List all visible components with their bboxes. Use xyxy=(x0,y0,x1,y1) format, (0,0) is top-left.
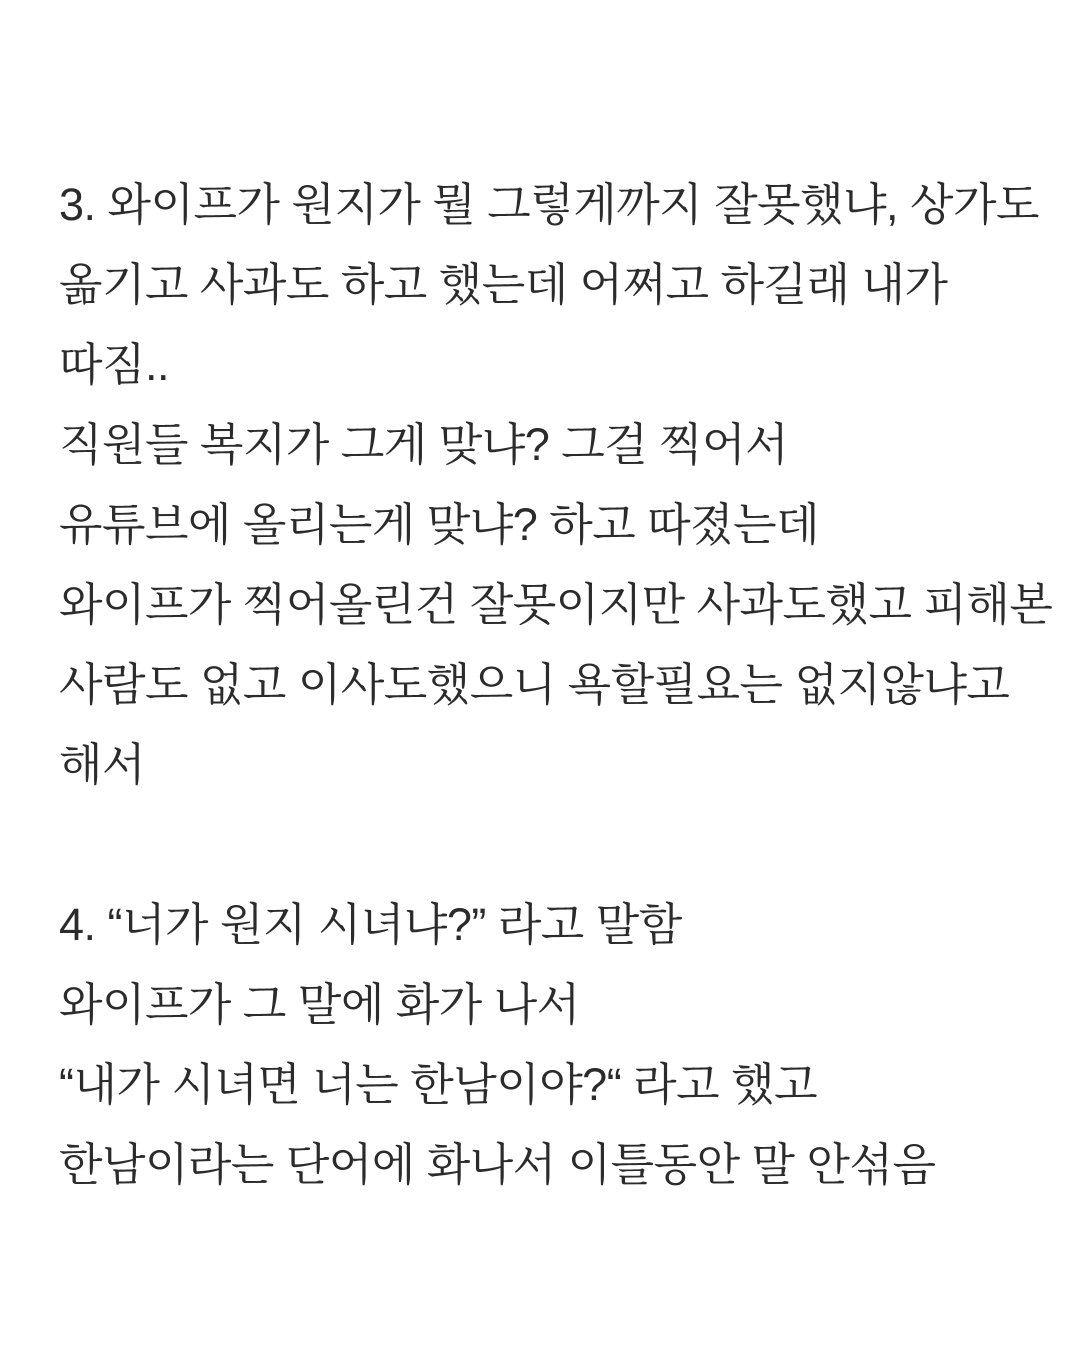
text-line: 옮기고 사과도 하고 했는데 어쩌고 하길래 내가 xyxy=(59,259,948,310)
text-line: 와이프가 그 말에 화가 나서 xyxy=(59,979,580,1030)
text-line: 직원들 복지가 그게 맞냐? 그걸 찍어서 xyxy=(59,419,789,470)
text-line: 사람도 없고 이사도했으니 욕할필요는 없지않냐고 xyxy=(59,659,1010,710)
text-line: 3. 와이프가 원지가 뭘 그렇게까지 잘못했냐, 상가도 xyxy=(59,179,1039,230)
paragraph-item-4 xyxy=(59,885,1040,1205)
text-line: 따짐.. xyxy=(59,339,169,390)
text-line: 와이프가 찍어올린건 잘못이지만 사과도했고 피해본 xyxy=(59,579,1053,630)
paragraph-item-3 xyxy=(59,165,1053,805)
text-line: “내가 시녀면 너는 한남이야?“ 라고 했고 xyxy=(59,1059,818,1110)
text-line: 4. “너가 원지 시녀냐?” 라고 말함 xyxy=(59,899,682,950)
text-line: 유튜브에 올리는게 맞냐? 하고 따졌는데 xyxy=(59,499,820,550)
text-line: 한남이라는 단어에 화나서 이틀동안 말 안섞음 xyxy=(59,1139,936,1190)
text-line: 해서 xyxy=(59,739,145,790)
